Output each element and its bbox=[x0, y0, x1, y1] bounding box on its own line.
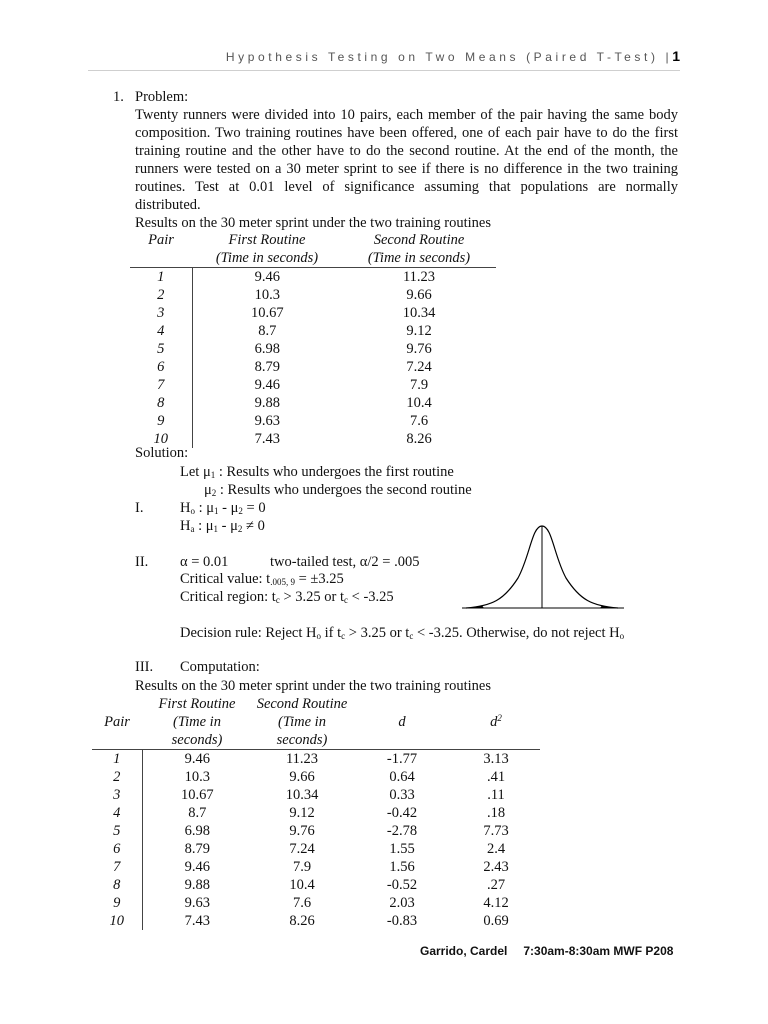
problem-number: 1. bbox=[113, 89, 124, 105]
results-table bbox=[130, 231, 496, 448]
table-cell: 9.66 bbox=[406, 287, 432, 303]
footer-schedule: 7:30am-8:30am MWF P208 bbox=[523, 944, 674, 958]
table-cell: 4 bbox=[92, 804, 142, 822]
table1-header-first: First Routine bbox=[228, 232, 306, 248]
computation-table bbox=[92, 695, 540, 930]
table-row bbox=[92, 750, 540, 769]
table-cell: 10.67 bbox=[180, 787, 214, 803]
table-cell: 9.12 bbox=[406, 323, 432, 339]
table-row bbox=[92, 876, 540, 894]
table-row bbox=[130, 286, 496, 304]
table2-caption: Results on the 30 meter sprint under the two training routines bbox=[135, 678, 491, 694]
computation-label: Computation: bbox=[180, 659, 260, 675]
test-type: two-tailed test, α/2 = .005 bbox=[270, 554, 420, 570]
table-cell: .41 bbox=[486, 769, 506, 785]
table-cell: -1.77 bbox=[386, 751, 418, 767]
table-cell: 2.43 bbox=[483, 859, 509, 875]
table-cell: 7.6 bbox=[292, 895, 312, 911]
table2-header-d: d bbox=[398, 714, 406, 730]
table-cell: 8.26 bbox=[406, 431, 432, 447]
table1-caption: Results on the 30 meter sprint under the two training routines bbox=[135, 215, 491, 231]
table-cell: 8 bbox=[130, 394, 192, 412]
table-cell: 9.88 bbox=[184, 877, 210, 893]
table-cell: 7.24 bbox=[289, 841, 315, 857]
table-cell: 9.46 bbox=[254, 269, 280, 285]
table-cell: 0.64 bbox=[389, 769, 415, 785]
table-cell: 10.3 bbox=[184, 769, 210, 785]
mu2-definition: $\mu_2$ : Results who undergoes the second routine bbox=[204, 482, 472, 498]
table-cell: 9 bbox=[130, 412, 192, 430]
table-cell: -2.78 bbox=[386, 823, 418, 839]
table-cell: -0.83 bbox=[386, 913, 418, 929]
table-cell: 11.23 bbox=[285, 751, 319, 767]
step3-numeral: III. bbox=[135, 659, 154, 675]
table1-header-pair: Pair bbox=[148, 232, 174, 248]
table-cell: 11.23 bbox=[402, 269, 436, 285]
table-row bbox=[130, 304, 496, 322]
table-cell: 9.63 bbox=[254, 413, 280, 429]
table-cell: 8.7 bbox=[258, 323, 277, 339]
table-cell: 4.12 bbox=[483, 895, 509, 911]
header-divider bbox=[88, 70, 680, 71]
table-cell: 8.7 bbox=[188, 805, 207, 821]
step2-numeral: II. bbox=[135, 554, 149, 570]
table-cell: 8.26 bbox=[289, 913, 315, 929]
table-cell: 0.33 bbox=[389, 787, 415, 803]
table-cell: 5 bbox=[92, 822, 142, 840]
table-cell: 1 bbox=[130, 268, 192, 287]
table1-subheader-second: (Time in seconds) bbox=[367, 250, 471, 266]
page-footer bbox=[420, 944, 673, 958]
table-row bbox=[92, 786, 540, 804]
null-hypothesis: $H_o$ : $\mu_1 - \mu_2 = 0$ bbox=[180, 500, 266, 516]
table2-subheader2-first: seconds) bbox=[171, 732, 223, 748]
table-cell: 9.46 bbox=[184, 751, 210, 767]
table-cell: 8 bbox=[92, 876, 142, 894]
table-cell: -0.42 bbox=[386, 805, 418, 821]
table-cell: 5 bbox=[130, 340, 192, 358]
table-cell: 10 bbox=[92, 912, 142, 930]
page-number: 1 bbox=[672, 48, 680, 64]
table-cell: 1.55 bbox=[389, 841, 415, 857]
table-row bbox=[130, 340, 496, 358]
table-cell: 4 bbox=[130, 322, 192, 340]
table-row bbox=[130, 394, 496, 412]
problem-label: Problem: bbox=[135, 89, 189, 105]
header-title: Hypothesis Testing on Two Means (Paired T-Test) | bbox=[225, 50, 673, 64]
table-cell: 7.43 bbox=[254, 431, 280, 447]
problem-text: Twenty runners were divided into 10 pairs, each member of the pair having the same body composition. Two training routines have been offered, one of each pair have to do the first training routine and the other have to do the second routine. At the end of the month, the runners were tested on a 30 meter sprint to see if there is no difference in the two training routines. Test at 0.01 level of significance assuming that populations are normally distributed. bbox=[135, 107, 678, 213]
solution-label: Solution: bbox=[135, 445, 189, 461]
table-cell: 9.76 bbox=[289, 823, 315, 839]
table-cell: .11 bbox=[487, 787, 505, 803]
table-cell: 10.4 bbox=[289, 877, 315, 893]
table-row bbox=[92, 858, 540, 876]
table-cell: 7 bbox=[92, 858, 142, 876]
table-cell: 10.34 bbox=[402, 305, 436, 321]
table2-header-first: First Routine bbox=[158, 696, 236, 712]
table-cell: 1 bbox=[92, 750, 142, 769]
table-cell: 2 bbox=[92, 768, 142, 786]
table-cell: 0.69 bbox=[483, 913, 509, 929]
table-cell: 7.6 bbox=[409, 413, 429, 429]
table-row bbox=[92, 840, 540, 858]
table-cell: 10.67 bbox=[250, 305, 284, 321]
table-cell: 8.79 bbox=[254, 359, 280, 375]
table1-subheader-first: (Time in seconds) bbox=[215, 250, 319, 266]
alternative-hypothesis: $H_a$ : $\mu_1 - \mu_2 \ne 0$ bbox=[180, 518, 265, 534]
table-row bbox=[130, 358, 496, 376]
page-header bbox=[180, 48, 680, 64]
table-cell: 3.13 bbox=[483, 751, 509, 767]
table-row bbox=[130, 268, 496, 287]
table-cell: 6 bbox=[92, 840, 142, 858]
table-cell: 7.24 bbox=[406, 359, 432, 375]
table-row bbox=[92, 804, 540, 822]
table-cell: 2 bbox=[130, 286, 192, 304]
table-row bbox=[130, 412, 496, 430]
table-cell: 3 bbox=[92, 786, 142, 804]
mu1-definition: Let $\mu_1$ : Results who undergoes the first routine bbox=[180, 464, 454, 480]
table-row bbox=[92, 822, 540, 840]
table2-subheader2-second: seconds) bbox=[276, 732, 328, 748]
table2-header-d2: $d^2$ bbox=[490, 713, 502, 730]
decision-rule: Decision rule: Reject $H_o$ if $t_c > 3.25$ or $t_c < -3.25$. Otherwise, do not reject $H_o$ bbox=[180, 625, 625, 641]
table2-subheader-first: (Time in bbox=[173, 714, 221, 730]
step1-numeral: I. bbox=[135, 500, 144, 516]
critical-region: Critical region: $t_c > 3.25$ or $t_c < -3.25$ bbox=[180, 589, 394, 605]
table-cell: 7.9 bbox=[409, 377, 429, 393]
table-row bbox=[92, 912, 540, 930]
table-cell: 9.66 bbox=[289, 769, 315, 785]
normal-curve-icon bbox=[462, 520, 624, 612]
table-cell: 10.3 bbox=[254, 287, 280, 303]
table-cell: 6 bbox=[130, 358, 192, 376]
table2-header-second: Second Routine bbox=[256, 696, 348, 712]
table-cell: 10.4 bbox=[406, 395, 432, 411]
table2-subheader-second: (Time in bbox=[278, 714, 326, 730]
critical-value: Critical value: $t_{.005, 9} = \pm 3.25$ bbox=[180, 571, 344, 587]
alpha-value: α = 0.01 bbox=[180, 554, 229, 570]
table-cell: 6.98 bbox=[254, 341, 280, 357]
table-cell: .27 bbox=[486, 877, 506, 893]
table-cell: 9.76 bbox=[406, 341, 432, 357]
table-cell: .18 bbox=[486, 805, 506, 821]
table-cell: 7.9 bbox=[292, 859, 312, 875]
table-cell: 9.88 bbox=[254, 395, 280, 411]
table-cell: 2.03 bbox=[389, 895, 415, 911]
table-cell: 7.73 bbox=[483, 823, 509, 839]
table2-header-pair: Pair bbox=[104, 714, 130, 730]
table-cell: 6.98 bbox=[184, 823, 210, 839]
table1-subheader-pair bbox=[130, 249, 192, 268]
table-cell: 9.12 bbox=[289, 805, 315, 821]
table-cell: 8.79 bbox=[184, 841, 210, 857]
table-cell: 10.34 bbox=[285, 787, 319, 803]
table-cell: 9.46 bbox=[254, 377, 280, 393]
footer-name: Garrido, Cardel bbox=[420, 944, 508, 958]
table-cell: -0.52 bbox=[386, 877, 418, 893]
table-cell: 10 bbox=[130, 430, 192, 448]
table-cell: 7 bbox=[130, 376, 192, 394]
table-cell: 3 bbox=[130, 304, 192, 322]
table-row bbox=[92, 768, 540, 786]
table-cell: 2.4 bbox=[486, 841, 506, 857]
table-row bbox=[130, 376, 496, 394]
table-cell: 9.63 bbox=[184, 895, 210, 911]
table-cell: 9 bbox=[92, 894, 142, 912]
table1-header-second: Second Routine bbox=[373, 232, 465, 248]
table-cell: 9.46 bbox=[184, 859, 210, 875]
table-cell: 1.56 bbox=[389, 859, 415, 875]
table-cell: 7.43 bbox=[184, 913, 210, 929]
table-row bbox=[130, 322, 496, 340]
table-row bbox=[92, 894, 540, 912]
